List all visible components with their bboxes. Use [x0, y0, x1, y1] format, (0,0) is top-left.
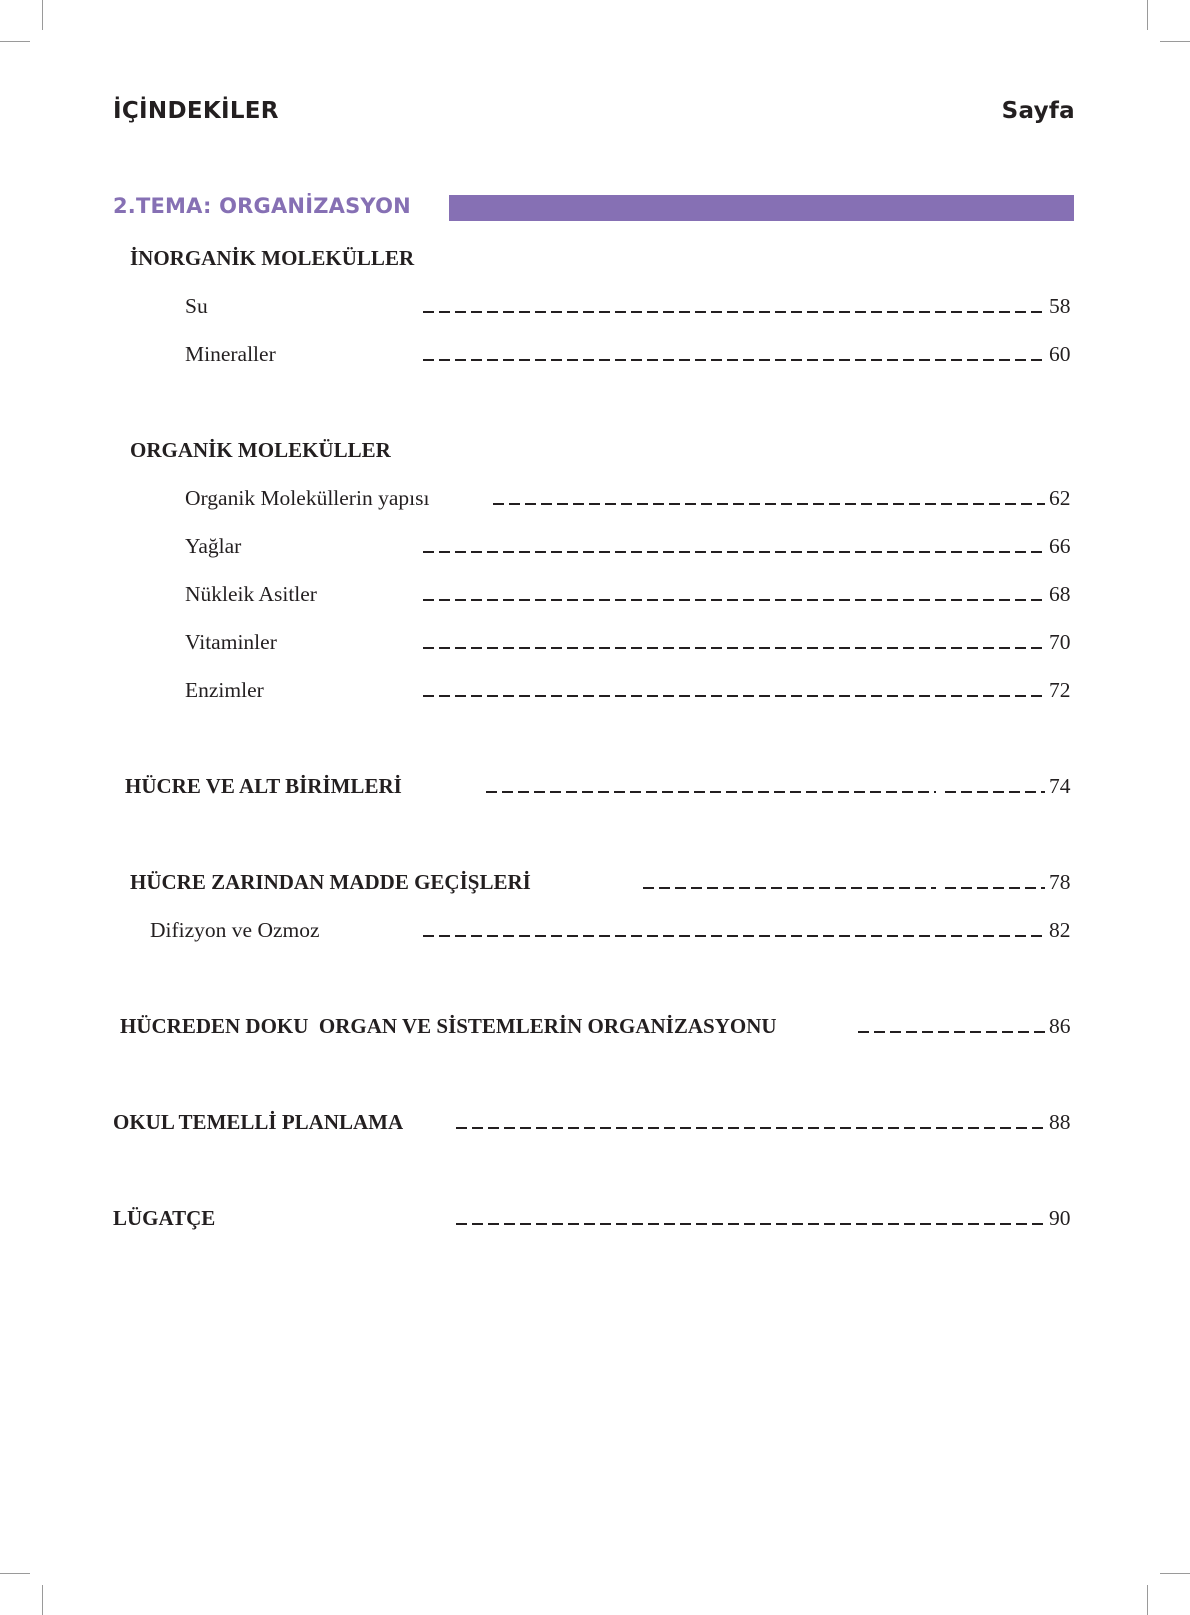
- toc-entry-label: Nükleik Asitler: [185, 582, 317, 606]
- toc-entry-page: 68: [1049, 582, 1071, 606]
- toc-entry[interactable]: [0, 1204, 1190, 1234]
- toc-entry-label: Enzimler: [185, 678, 264, 702]
- theme-heading: 2.TEMA: ORGANİZASYON: [113, 194, 411, 218]
- crop-mark: [1160, 41, 1190, 42]
- dot-leader: [423, 935, 1045, 937]
- dot-leader: [423, 599, 1045, 601]
- toc-entry-page: 90: [1049, 1206, 1071, 1230]
- toc-entry-page: 60: [1049, 342, 1071, 366]
- toc-entry-label: Mineraller: [185, 342, 276, 366]
- toc-entry[interactable]: [0, 484, 1190, 514]
- toc-entry[interactable]: [0, 580, 1190, 610]
- toc-entry[interactable]: [0, 1108, 1190, 1138]
- section-heading: [0, 436, 1190, 466]
- toc-entry[interactable]: [0, 628, 1190, 658]
- toc-entry-label: HÜCRE VE ALT BİRİMLERİ: [125, 774, 402, 798]
- toc-entry-label: HÜCREDEN DOKU ORGAN VE SİSTEMLERİN ORGANİZASYONU: [120, 1014, 777, 1038]
- toc-entry-page: 62: [1049, 486, 1071, 510]
- section-heading-label: İNORGANİK MOLEKÜLLER: [130, 246, 415, 270]
- toc-entry-page: 66: [1049, 534, 1071, 558]
- toc-entry-page: 88: [1049, 1110, 1071, 1134]
- crop-mark: [42, 1585, 43, 1615]
- toc-entry-page: 78: [1049, 870, 1071, 894]
- toc-entry-page: 74: [1049, 774, 1071, 798]
- toc-entry-page: 58: [1049, 294, 1071, 318]
- section-heading: [0, 244, 1190, 274]
- dot-leader: [423, 359, 1045, 361]
- toc-entry[interactable]: [0, 292, 1190, 322]
- toc-entry-label: Organik Moleküllerin yapısı: [185, 486, 430, 510]
- crop-mark: [0, 1573, 30, 1574]
- crop-mark: [0, 41, 30, 42]
- dot-leader: [945, 887, 1045, 889]
- toc-entry[interactable]: [0, 1012, 1190, 1042]
- toc-entry-label: Yağlar: [185, 534, 242, 558]
- dot-leader: [858, 1031, 1045, 1033]
- toc-entry-label: OKUL TEMELLİ PLANLAMA: [113, 1110, 404, 1134]
- crop-mark: [1147, 1585, 1148, 1615]
- toc-entry-label: LÜGATÇE: [113, 1206, 216, 1230]
- dot-leader: [486, 791, 936, 793]
- toc-entry-label: Vitaminler: [185, 630, 277, 654]
- dot-leader: [945, 791, 1045, 793]
- dot-leader: [493, 503, 1045, 505]
- toc-entry-page: 82: [1049, 918, 1071, 942]
- crop-mark: [1160, 1573, 1190, 1574]
- toc-entry[interactable]: [0, 868, 1190, 898]
- section-heading-label: ORGANİK MOLEKÜLLER: [130, 438, 391, 462]
- toc-entry-page: 72: [1049, 678, 1071, 702]
- page-column-label: Sayfa: [1001, 98, 1075, 124]
- dot-leader: [643, 887, 936, 889]
- dot-leader: [456, 1127, 1045, 1129]
- toc-entry[interactable]: [0, 772, 1190, 802]
- toc-entry-label: Su: [185, 294, 208, 318]
- crop-mark: [42, 0, 43, 30]
- toc-entry[interactable]: [0, 340, 1190, 370]
- dot-leader: [423, 551, 1045, 553]
- crop-mark: [1147, 0, 1148, 30]
- page-title: İÇİNDEKİLER: [113, 98, 279, 124]
- dot-leader: [423, 647, 1045, 649]
- toc-entry[interactable]: [0, 676, 1190, 706]
- toc-entry-page: 86: [1049, 1014, 1071, 1038]
- toc-entry[interactable]: [0, 532, 1190, 562]
- toc-entry[interactable]: [0, 916, 1190, 946]
- dot-leader: [423, 311, 1045, 313]
- toc-entry-label: HÜCRE ZARINDAN MADDE GEÇİŞLERİ: [130, 870, 531, 894]
- theme-bar: [449, 195, 1074, 221]
- toc-entry-label: Difizyon ve Ozmoz: [150, 918, 320, 942]
- toc-entry-page: 70: [1049, 630, 1071, 654]
- dot-leader: [423, 695, 1045, 697]
- dot-leader: [456, 1223, 1045, 1225]
